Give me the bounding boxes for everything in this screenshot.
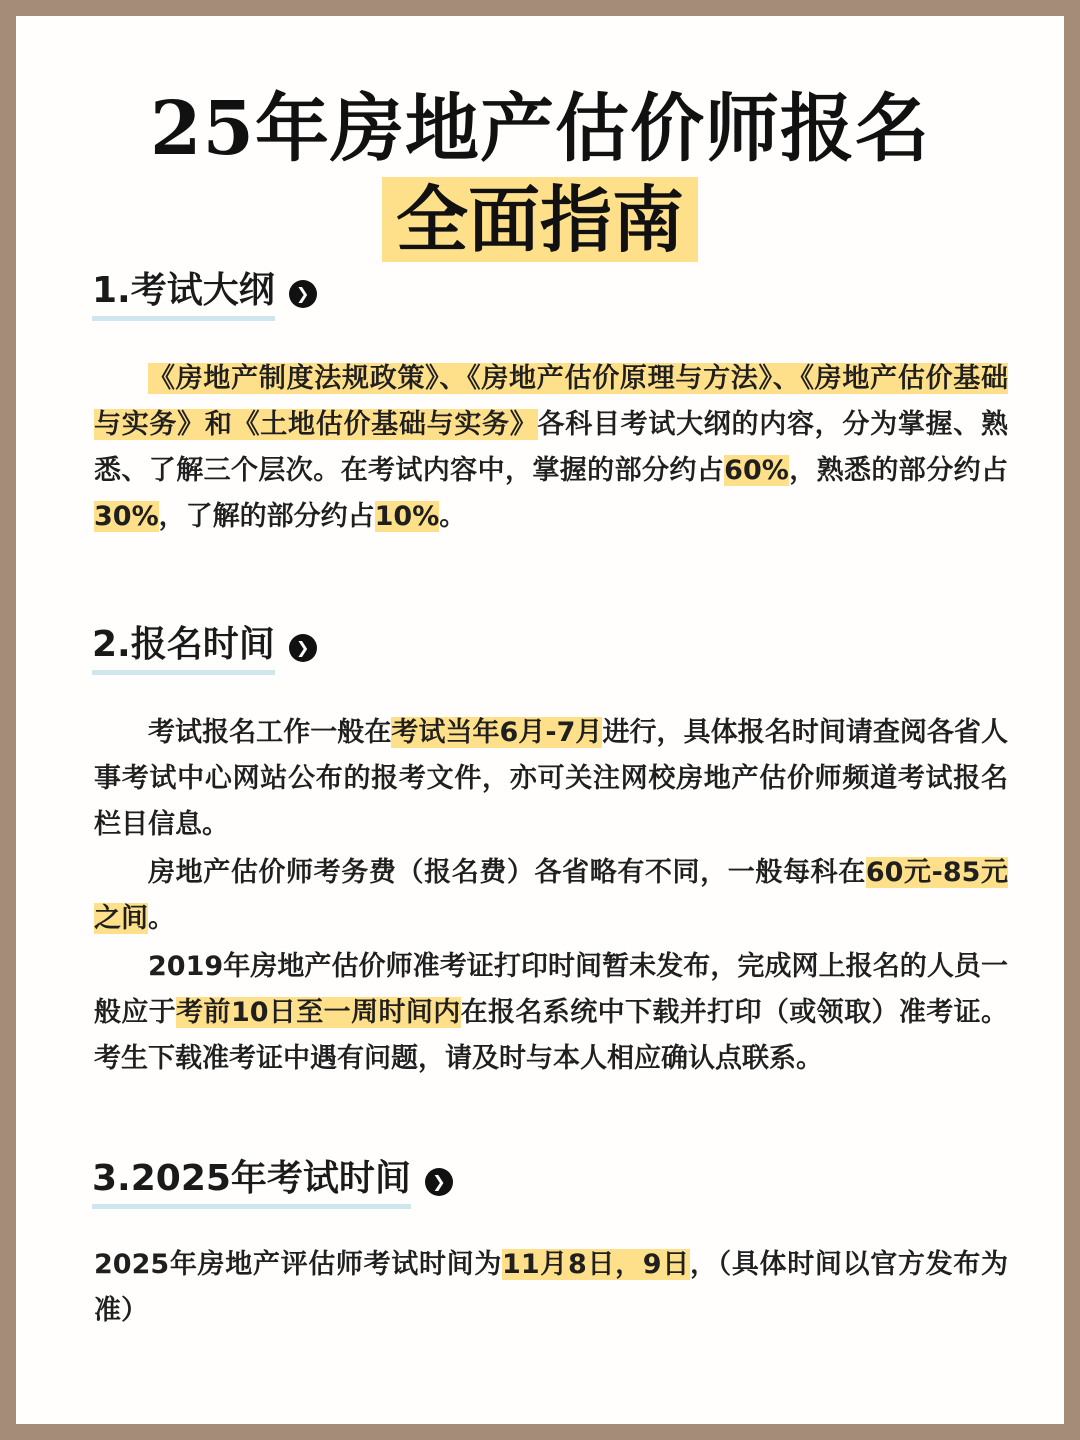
text-span: 。 [439,501,467,532]
exam-time-paragraph [94,1242,1008,1334]
outline-paragraph [94,356,1008,540]
chevron-right-circle-icon: ❯ [425,1168,453,1196]
text-span: 考试报名工作一般在 [148,717,392,748]
chevron-right-circle-icon: ❯ [289,634,317,662]
period-highlight: 考前10日至一周时间内 [176,997,461,1028]
text-span: ，（具体时间以官方发布为准） [94,1249,1008,1326]
page-title-line1: 25年房地产估价师报名 [150,86,930,172]
text-span: 在报名系统中下载并打印（或领取）准考证。考生下载准考证中遇有问题，请及时与本人相应确认点联系。 [94,997,1009,1074]
subject-list-highlight: 《房地产制度法规政策》、《房地产估价原理与方法》、《房地产估价基础与实务》和《土地估价基础与实务》 [94,363,1008,440]
text-span: 2025年房地产评估师考试时间为 [94,1249,503,1280]
chevron-right-circle-icon: ❯ [289,280,317,308]
title-highlight: 全面指南 [382,177,698,262]
date-highlight: 考试当年6月-7月 [391,717,603,748]
section-heading-outline [92,268,317,321]
percent-highlight: 30% [94,501,159,532]
text-span: ，熟悉的部分约占 [788,455,1009,486]
percent-highlight: 60% [724,455,789,486]
text-span: 2019年房地产估价师准考证打印时间暂未发布，完成网上报名的人员一般应于 [94,951,1008,1028]
page-title-line2 [16,174,1064,266]
text-span: 。 [148,903,175,934]
admission-ticket-paragraph [94,944,1008,1082]
text-span: 进行，具体报名时间请查阅各省人事考试中心网站公布的报考文件，亦可关注网校房地产估价师频道考试报名栏目信息。 [94,717,1009,840]
exam-date-highlight: 11月8日，9日 [502,1249,690,1280]
text-span: 房地产估价师考务费（报名费）各省略有不同，一般每科在 [148,857,866,888]
section-heading-exam-time [92,1156,453,1209]
percent-highlight: 10% [374,501,440,532]
section-heading-label: 1.考试大纲 [92,268,275,321]
registration-time-paragraph [94,710,1008,848]
section-heading-registration [92,622,317,675]
section-heading-label: 3.2025年考试时间 [92,1156,411,1209]
text-span: ，了解的部分约占 [158,501,375,532]
document-page [16,16,1064,1424]
text-span: 各科目考试大纲的内容，分为掌握、熟悉、了解三个层次。在考试内容中，掌握的部分约占 [94,409,1008,486]
section-heading-label: 2.报名时间 [92,622,275,675]
fee-highlight: 60元-85元之间 [94,857,1009,934]
registration-fee-paragraph [94,850,1008,942]
